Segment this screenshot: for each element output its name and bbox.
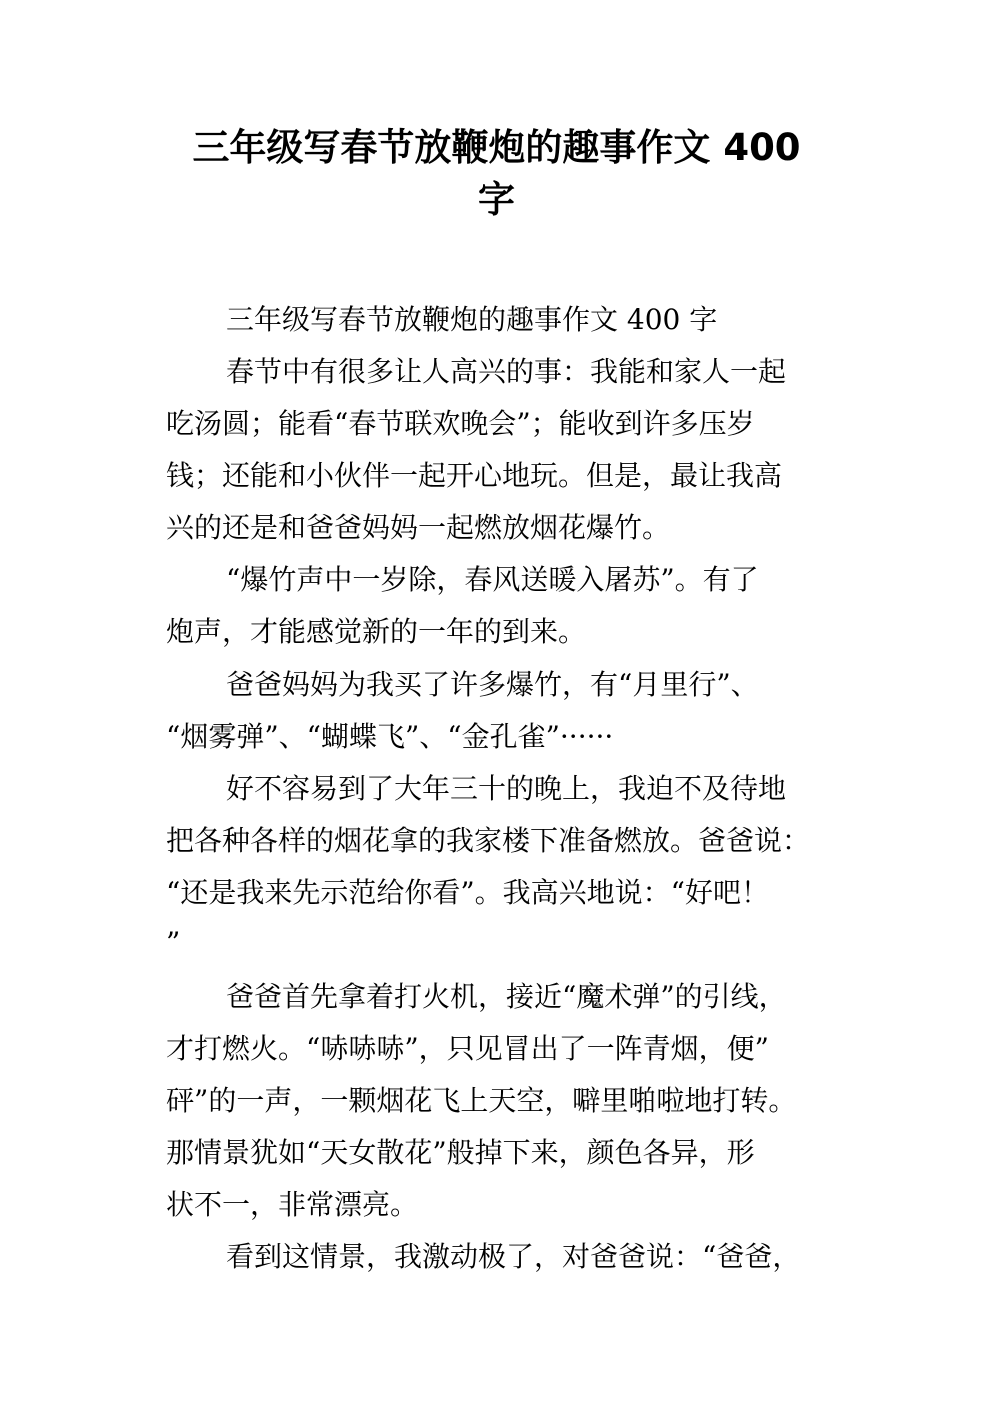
text-line: “还是我来先示范给你看”。我高兴地说：“好吧！ — [166, 876, 769, 909]
document-title-line-2: 字 — [478, 178, 515, 221]
text-line: 才打燃火。“哧哧哧”，只见冒出了一阵青烟，便” — [166, 1032, 769, 1065]
text-line: 钱；还能和小伙伴一起开心地玩。但是，最让我高 — [166, 459, 783, 492]
text-line: 兴的还是和爸爸妈妈一起燃放烟花爆竹。 — [166, 511, 671, 544]
text-line: 状不一，非常漂亮。 — [166, 1188, 419, 1221]
text-line: 吃汤圆；能看“春节联欢晚会”；能收到许多压岁 — [166, 407, 755, 440]
text-line: 砰”的一声，一颗烟花飞上天空，噼里啪啦地打转。 — [166, 1084, 797, 1117]
text-line: 炮声，才能感觉新的一年的到来。 — [166, 615, 587, 648]
text-line: 好不容易到了大年三十的晚上，我迫不及待地 — [226, 772, 787, 805]
text-line: ” — [166, 926, 181, 959]
text-line: 爸爸首先拿着打火机，接近“魔术弹”的引线， — [226, 980, 787, 1013]
text-line: 爸爸妈妈为我买了许多爆竹，有“月里行”、 — [226, 668, 759, 701]
document-title-line-1: 三年级写春节放鞭炮的趣事作文 400 — [192, 126, 801, 169]
text-line: 把各种各样的烟花拿的我家楼下准备燃放。爸爸说： — [166, 824, 811, 857]
text-line: “烟雾弹”、“蝴蝶飞”、“金孔雀”······ — [166, 720, 614, 753]
text-line: 那情景犹如“天女散花”般掉下来，颜色各异，形 — [166, 1136, 755, 1169]
text-line: 三年级写春节放鞭炮的趣事作文 400 字 — [226, 303, 718, 336]
text-line: 看到这情景，我激动极了，对爸爸说：“爸爸， — [226, 1240, 801, 1273]
text-line: 春节中有很多让人高兴的事：我能和家人一起 — [226, 355, 787, 388]
text-line: “爆竹声中一岁除，春风送暖入屠苏”。有了 — [226, 563, 759, 596]
